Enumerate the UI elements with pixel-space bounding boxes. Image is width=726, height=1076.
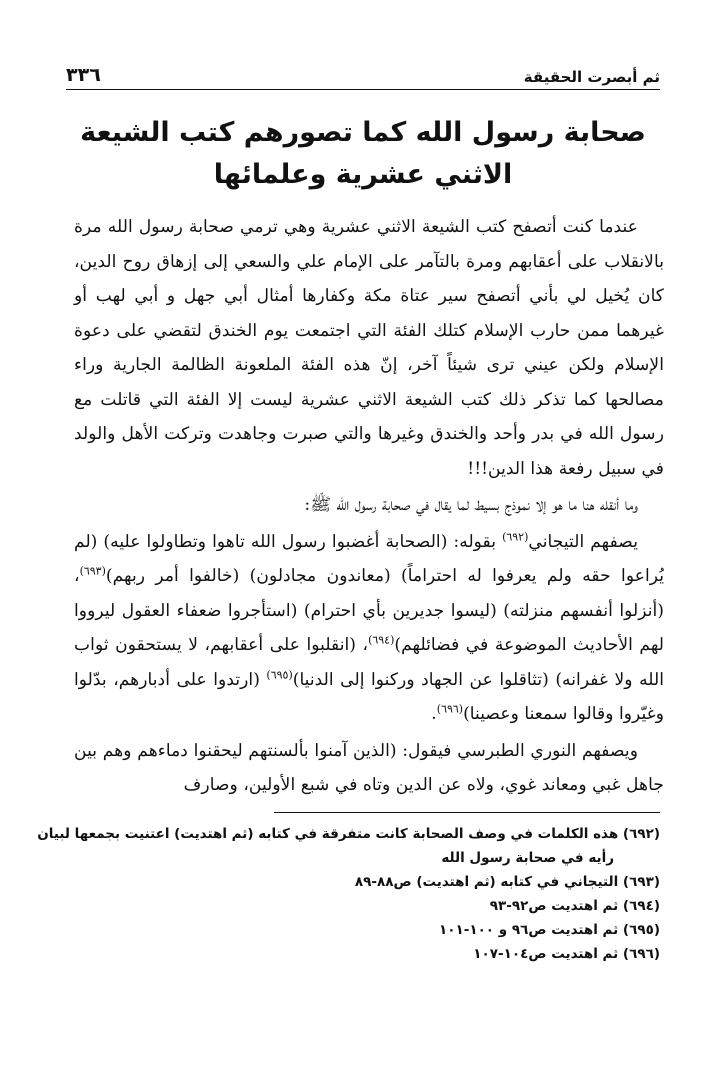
paragraph-4: ويصفهم النوري الطبرسي فيقول: (الذين آمنوا بألسنتهم ليحقنوا دماءهم وهم بين جاهل غبي ومعاند غوي، ولاه عن الدين وتاه في شبع الأولين، وصارف (74, 740, 664, 795)
paragraph-3-part-d: ، (انقلبوا على أعقابهم، لا يستحقون ثواب الله ولا غفرانه) (تثاقلوا عن الجهاد وركنوا إلى الدنيا) (74, 635, 664, 690)
paragraph-3-part-a: يصفهم التيجاني (528, 531, 638, 552)
footnote-693 (66, 870, 660, 894)
chapter-title-line-2: الاثني عشرية وعلمائها (213, 159, 513, 190)
footnote-text: ثم اهتديت ص٩٢-٩٣ (489, 898, 619, 914)
footnote-ref-694[interactable]: (٦٩٤) (368, 633, 395, 647)
footnote-number: (٦٩٤) (622, 898, 660, 914)
footnote-text: التيجاني في كتابه (ثم اهتديت) ص٨٨-٨٩ (354, 874, 619, 890)
page-number: ٣٣٦ (66, 64, 101, 86)
paragraph-3-part-c: ، (أنزلوا أنفسهم منزلته) (ليسوا جديرين بأي احترام) (استأجروا ضعفاء العقول ليرووا لهم الأحاديث الموضوعة في فضائلهم) (74, 566, 665, 655)
paragraph-3-part-f: . (431, 704, 437, 724)
chapter-title (70, 112, 656, 196)
footnote-ref-696[interactable]: (٦٩٦) (436, 702, 464, 716)
footnote-694 (66, 894, 660, 918)
paragraph-3-part-b: بقوله: (الصحابة أغضبوا رسول الله تاهوا وتطاولوا عليه) (لم يُراعوا حقه ولم يعرفوا له احتراماً) (معاندون مجادلون) (خالفوا أمر ربهم) (74, 531, 664, 586)
footnote-text: هذه الكلمات في وصف الصحابة كانت متفرقة في كتابه (ثم اهتديت) اعتنيت بجمعها لبيان (37, 826, 619, 842)
footnote-692-continuation (66, 846, 660, 870)
footnote-ref-692[interactable]: (٦٩٢) (502, 529, 529, 543)
body-text (74, 210, 664, 803)
footnote-ref-695[interactable]: (٦٩٥) (266, 667, 293, 681)
footnote-692 (37, 822, 660, 846)
paragraph-3 (74, 525, 664, 732)
header-rule (66, 89, 660, 90)
footnote-text: ثم اهتديت ص٩٦ و ١٠٠-١٠١ (438, 922, 619, 938)
footnotes (37, 822, 660, 966)
footnote-text: ثم اهتديت ص١٠٤-١٠٧ (473, 946, 619, 962)
paragraph-2: وما أنقله هنا ما هو إلا نموذج بسيط لما يقال في صحابة رسول الله ﷺ: (304, 495, 638, 515)
footnote-number: (٦٩٣) (622, 874, 660, 890)
footnote-number: (٦٩٦) (622, 946, 660, 962)
footnote-ref-693[interactable]: (٦٩٣) (79, 564, 106, 578)
running-title: ثم أبصرت الحقيقة (523, 68, 660, 86)
footnote-695 (66, 918, 660, 942)
paragraph-1: عندما كنت أتصفح كتب الشيعة الاثني عشرية وهي ترمي صحابة رسول الله مرة بالانقلاب على أعقابهم ومرة بالتآمر على الإمام علي والسعي إلى إزهاق روح الدين، كان يُخيل لي بأني أتصفح سير عتاة مكة وكفارها أمثال أبي جهل و أبي لهب أو غيرهما ممن حارب الإسلام كتلك الفئة التي اجتمعت يوم الخندق لتقضي على دعوة الإسلام ولكن عيني ترى شيئاً آخر، إنّ هذه الفئة الملعونة الظالمة الجارية وراء مصالحها كما تذكر ذلك كتب الشيعة الاثني عشرية ليست إلا الفئة التي قاتلت مع رسول الله في بدر وأحد والخندق وغيرها والتي صبرت وجاهدت وتركت الأهل والولد في سبيل رفعة هذا الدين!!! (74, 217, 664, 479)
footnote-text: رأيه في صحابة رسول الله (441, 850, 614, 866)
footnote-rule (274, 812, 660, 813)
footnote-number: (٦٩٢) (622, 826, 660, 842)
paragraph-3-part-e: (ارتدوا على أدبارهم، بدّلوا وغيّروا وقالوا سمعنا وعصينا) (74, 669, 664, 724)
running-header (66, 60, 660, 86)
chapter-title-line-1: صحابة رسول الله كما تصورهم كتب الشيعة (80, 117, 646, 148)
footnote-696 (66, 942, 660, 966)
footnote-number: (٦٩٥) (622, 922, 660, 938)
